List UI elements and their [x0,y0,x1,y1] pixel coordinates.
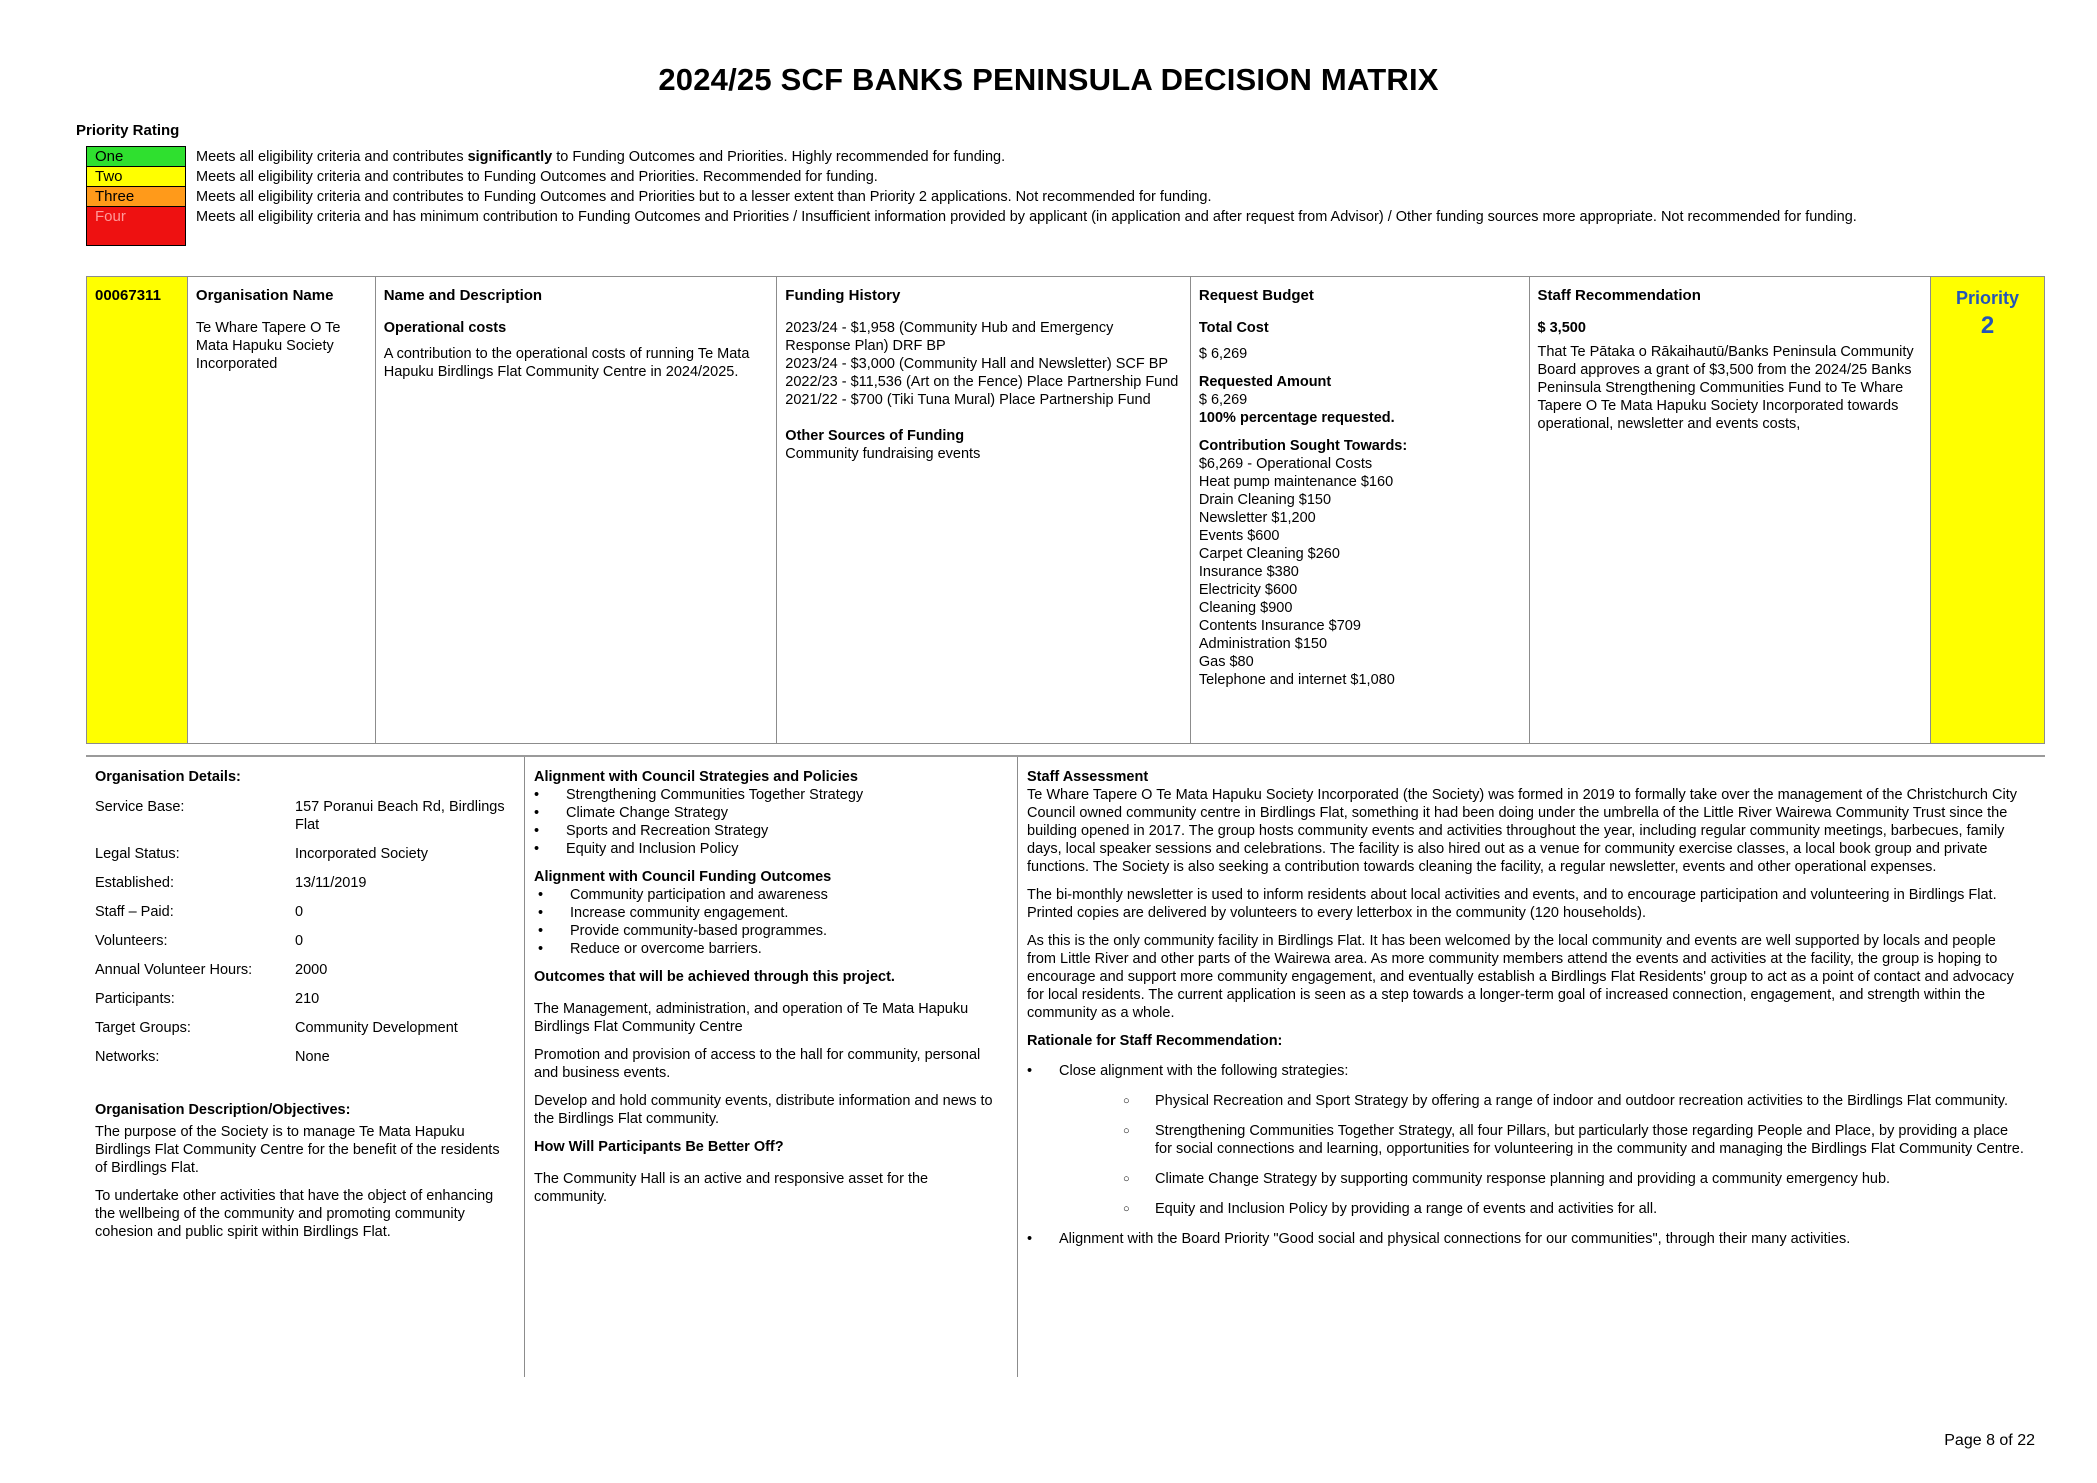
contribution-item: Heat pump maintenance $160 [1198,474,1394,490]
contribution-item: $6,269 - Operational Costs [1198,456,1373,472]
organisation-details [95,768,515,1251]
list-item: • Climate Change Strategy [566,804,994,822]
description-header: Name and Description [383,287,543,304]
funding-history-item: 2023/24 - $3,000 (Community Hall and Newsletter) SCF BP [785,356,1169,372]
application-row [86,276,2045,744]
request-budget-header: Request Budget [1198,287,1314,304]
contribution-item: Telephone and internet $1,080 [1198,672,1395,688]
detail-value: 13/11/2019 [295,875,367,891]
contribution-item: Contents Insurance $709 [1198,618,1361,634]
detail-label: Participants: [95,991,175,1007]
detail-row [95,961,515,979]
strategies-list [534,786,994,858]
detail-label: Networks: [95,1049,160,1065]
achieved-item: The Management, administration, and operation of Te Mata Hapuku Birdlings Flat Community Centre [534,1001,969,1035]
legend-row-one [86,146,1986,166]
priority-header: Priority [1956,288,2020,308]
funding-history-item: 2022/23 - $11,536 (Art on the Fence) Place Partnership Fund [785,374,1179,390]
list-item: • Community participation and awareness [570,886,994,904]
list-item: • Provide community-based programmes. [570,922,994,940]
list-item: • Sports and Recreation Strategy [566,822,994,840]
detail-row [95,932,515,950]
request-budget-cell [1191,277,1530,743]
rationale-strategies [1059,1092,2027,1218]
requested-amount-value: $ 6,269 [1198,392,1248,408]
detail-value: Community Development [295,1020,458,1036]
detail-row [95,798,515,834]
contribution-item: Drain Cleaning $150 [1198,492,1332,508]
legend-swatch-one: One [86,146,186,166]
achieved-item: Promotion and provision of access to the hall for community, personal and business events. [534,1047,981,1081]
list-item: ○ Physical Recreation and Sport Strategy by offering a range of indoor and outdoor recreation activities to the Birdlings Flat community. [1155,1092,2027,1110]
detail-label: Service Base: [95,799,185,815]
funding-history-cell [777,277,1191,743]
better-off-text: The Community Hall is an active and responsive asset for the community. [534,1171,929,1205]
description-cell [376,277,778,743]
alignment-section [534,768,994,1216]
detail-label: Target Groups: [95,1020,191,1036]
funding-history-item: 2021/22 - $700 (Tiki Tuna Mural) Place Partnership Fund [785,392,1151,408]
detail-label: Established: [95,875,174,891]
better-off-heading: How Will Participants Be Better Off? [534,1139,784,1155]
contribution-item: Events $600 [1198,528,1280,544]
assessment-paragraph: Te Whare Tapere O Te Mata Hapuku Society Incorporated (the Society) was formed in 2019 to formally take over the management of the Christchurch City Council owned community centre in Birdlings Flat, something it had been doing under the umbrella of the Little River Wairewa Community Trust since the building opened in 2017. The group hosts community events and activities throughout the year, including regular community meetings, barbecues, family days, local speaker sessions and celebrations. The facility is also hired out as a venue for community exercise classes, a local book group and private functions. The Society is also seeking a contribution towards cleaning the facility, a regular newsletter, events and other operational expenses. [1027,787,2017,875]
section-divider [86,755,2045,757]
contribution-item: Gas $80 [1198,654,1254,670]
detail-value: 210 [295,991,320,1007]
list-item: • Alignment with the Board Priority "Good social and physical connections for our communities", through their many activities. [1059,1230,2027,1248]
list-item [1059,1062,2027,1218]
priority-value: 2 [1980,312,1995,339]
legend-text-two: Meets all eligibility criteria and contributes to Funding Outcomes and Priorities. Recommended for funding. [196,169,878,185]
detail-label: Staff – Paid: [95,904,174,920]
legend-text-one: Meets all eligibility criteria and contributes significantly to Funding Outcomes and Priorities. Highly recommended for funding. [196,149,1006,165]
org-details-heading: Organisation Details: [95,769,241,785]
close-alignment-text: • Close alignment with the following strategies: [1059,1063,1349,1079]
contribution-item: Carpet Cleaning $260 [1198,546,1340,562]
list-item: • Reduce or overcome barriers. [570,940,994,958]
detail-value: 157 Poranui Beach Rd, Birdlings Flat [295,799,505,833]
column-divider [1017,757,1018,1377]
priority-rating-heading: Priority Rating [76,122,180,139]
page-number: Page 8 of 22 [1944,1432,2035,1449]
outcomes-heading: Alignment with Council Funding Outcomes [534,869,832,885]
detail-value: None [295,1049,330,1065]
column-divider [524,757,525,1377]
legend-text-four: Meets all eligibility criteria and has minimum contribution to Funding Outcomes and Priorities / Insufficient information provided by applicant (in application and after request from Advisor) / Other funding sources more appropriate. Not recommended for funding. [196,209,1857,225]
list-item: • Increase community engagement. [570,904,994,922]
org-description-paragraph: To undertake other activities that have the object of enhancing the wellbeing of the community and promoting community cohesion and public spirit within Birdlings Flat. [95,1188,494,1240]
total-cost-value: $ 6,269 [1198,346,1248,362]
detail-row [95,1048,515,1066]
contribution-item: Newsletter $1,200 [1198,510,1316,526]
priority-legend [86,146,1986,246]
other-sources: Community fundraising events [785,446,981,462]
achieved-item: Develop and hold community events, distribute information and news to the Birdlings Flat community. [534,1093,993,1127]
contribution-item: Electricity $600 [1198,582,1298,598]
contribution-item: Administration $150 [1198,636,1328,652]
detail-row [95,1019,515,1037]
recommendation-text: That Te Pātaka o Rākaihautū/Banks Peninsula Community Board approves a grant of $3,500 from the 2024/25 Banks Peninsula Strengthening Communities Fund to Te Whare Tapere O Te Mata Hapuku Society Incorporated towards operational, newsletter and events costs, [1537,344,1914,432]
detail-row [95,903,515,921]
detail-label: Volunteers: [95,933,168,949]
achieved-heading: Outcomes that will be achieved through this project. [534,969,895,985]
legend-text-three: Meets all eligibility criteria and contributes to Funding Outcomes and Priorities but to a lesser extent than Priority 2 applications. Not recommended for funding. [196,189,1212,205]
project-title: Operational costs [383,320,507,336]
legend-swatch-four: Four [86,206,186,246]
contribution-item: Insurance $380 [1198,564,1299,580]
org-name-header: Organisation Name [195,287,334,304]
assessment-heading: Staff Assessment [1027,769,1149,785]
org-name: Te Whare Tapere O Te Mata Hapuku Society Incorporated [195,320,341,372]
funding-history-item: 2023/24 - $1,958 (Community Hub and Emergency Response Plan) DRF BP [785,320,1114,354]
detail-row [95,845,515,863]
list-item: • Equity and Inclusion Policy [566,840,994,858]
organisation-cell [188,277,376,743]
detail-value: 0 [295,904,304,920]
staff-recommendation-cell [1530,277,1932,743]
detail-value: 0 [295,933,304,949]
detail-label: Annual Volunteer Hours: [95,962,253,978]
rationale-list [1027,1062,2027,1248]
rationale-heading: Rationale for Staff Recommendation: [1027,1033,1283,1049]
list-item: • Strengthening Communities Together Strategy [566,786,994,804]
detail-value: 2000 [295,962,328,978]
staff-recommendation-header: Staff Recommendation [1537,287,1701,304]
legend-row-three [86,186,1986,206]
legend-swatch-two: Two [86,166,186,186]
contribution-item: Cleaning $900 [1198,600,1293,616]
legend-row-four [86,206,1986,246]
requested-percentage: 100% percentage requested. [1198,410,1395,426]
outcomes-list [534,886,994,958]
priority-cell [1931,277,2044,743]
project-description: A contribution to the operational costs of running Te Mata Hapuku Birdlings Flat Community Centre in 2024/2025. [383,346,750,380]
strategies-heading: Alignment with Council Strategies and Policies [534,769,858,785]
list-item: ○ Climate Change Strategy by supporting community response planning and providing a community emergency hub. [1155,1170,2027,1188]
detail-row [95,874,515,892]
application-id: 00067311 [87,277,188,743]
legend-swatch-three: Three [86,186,186,206]
other-sources-header: Other Sources of Funding [785,428,965,444]
detail-value: Incorporated Society [295,846,428,862]
recommended-amount: $ 3,500 [1537,320,1586,336]
list-item: ○ Equity and Inclusion Policy by providing a range of events and activities for all. [1155,1200,2027,1218]
org-description-heading: Organisation Description/Objectives: [95,1102,351,1118]
detail-row [95,990,515,1008]
legend-row-two [86,166,1986,186]
assessment-paragraph: The bi-monthly newsletter is used to inform residents about local activities and events, and to encourage participation and volunteering in Birdlings Flat. Printed copies are delivered by volunteers to every letterbox in the community (120 households). [1027,887,1997,921]
page-title: 2024/25 SCF BANKS PENINSULA DECISION MATRIX [658,62,1439,97]
total-cost-label: Total Cost [1198,320,1269,336]
funding-history-header: Funding History [785,287,901,304]
org-description-paragraph: The purpose of the Society is to manage Te Mata Hapuku Birdlings Flat Community Centre for the benefit of the residents of Birdlings Flat. [95,1124,500,1176]
requested-amount-label: Requested Amount [1198,374,1332,390]
contribution-label: Contribution Sought Towards: [1198,438,1408,454]
assessment-paragraph: As this is the only community facility in Birdlings Flat. It has been welcomed by the local community and events are well supported by locals and people from Little River and other parts of the Wairewa area. As more community members attend the events and activities at the facility, the group is hoping to encourage and support more community engagement, and eventually establish a Birdlings Flat Residents' group to act as a point of contact and advocacy for local residents. The current application is seen as a step towards a longer-term goal of increased connection, engagement, and strength within the community as a whole. [1027,933,2014,1021]
detail-label: Legal Status: [95,846,180,862]
list-item: ○ Strengthening Communities Together Strategy, all four Pillars, but particularly those regarding People and Place, by providing a place for social connections and learning, opportunities for volunteering in the community and managing the Birdlings Flat Community Centre. [1155,1122,2027,1158]
staff-assessment [1027,768,2027,1260]
